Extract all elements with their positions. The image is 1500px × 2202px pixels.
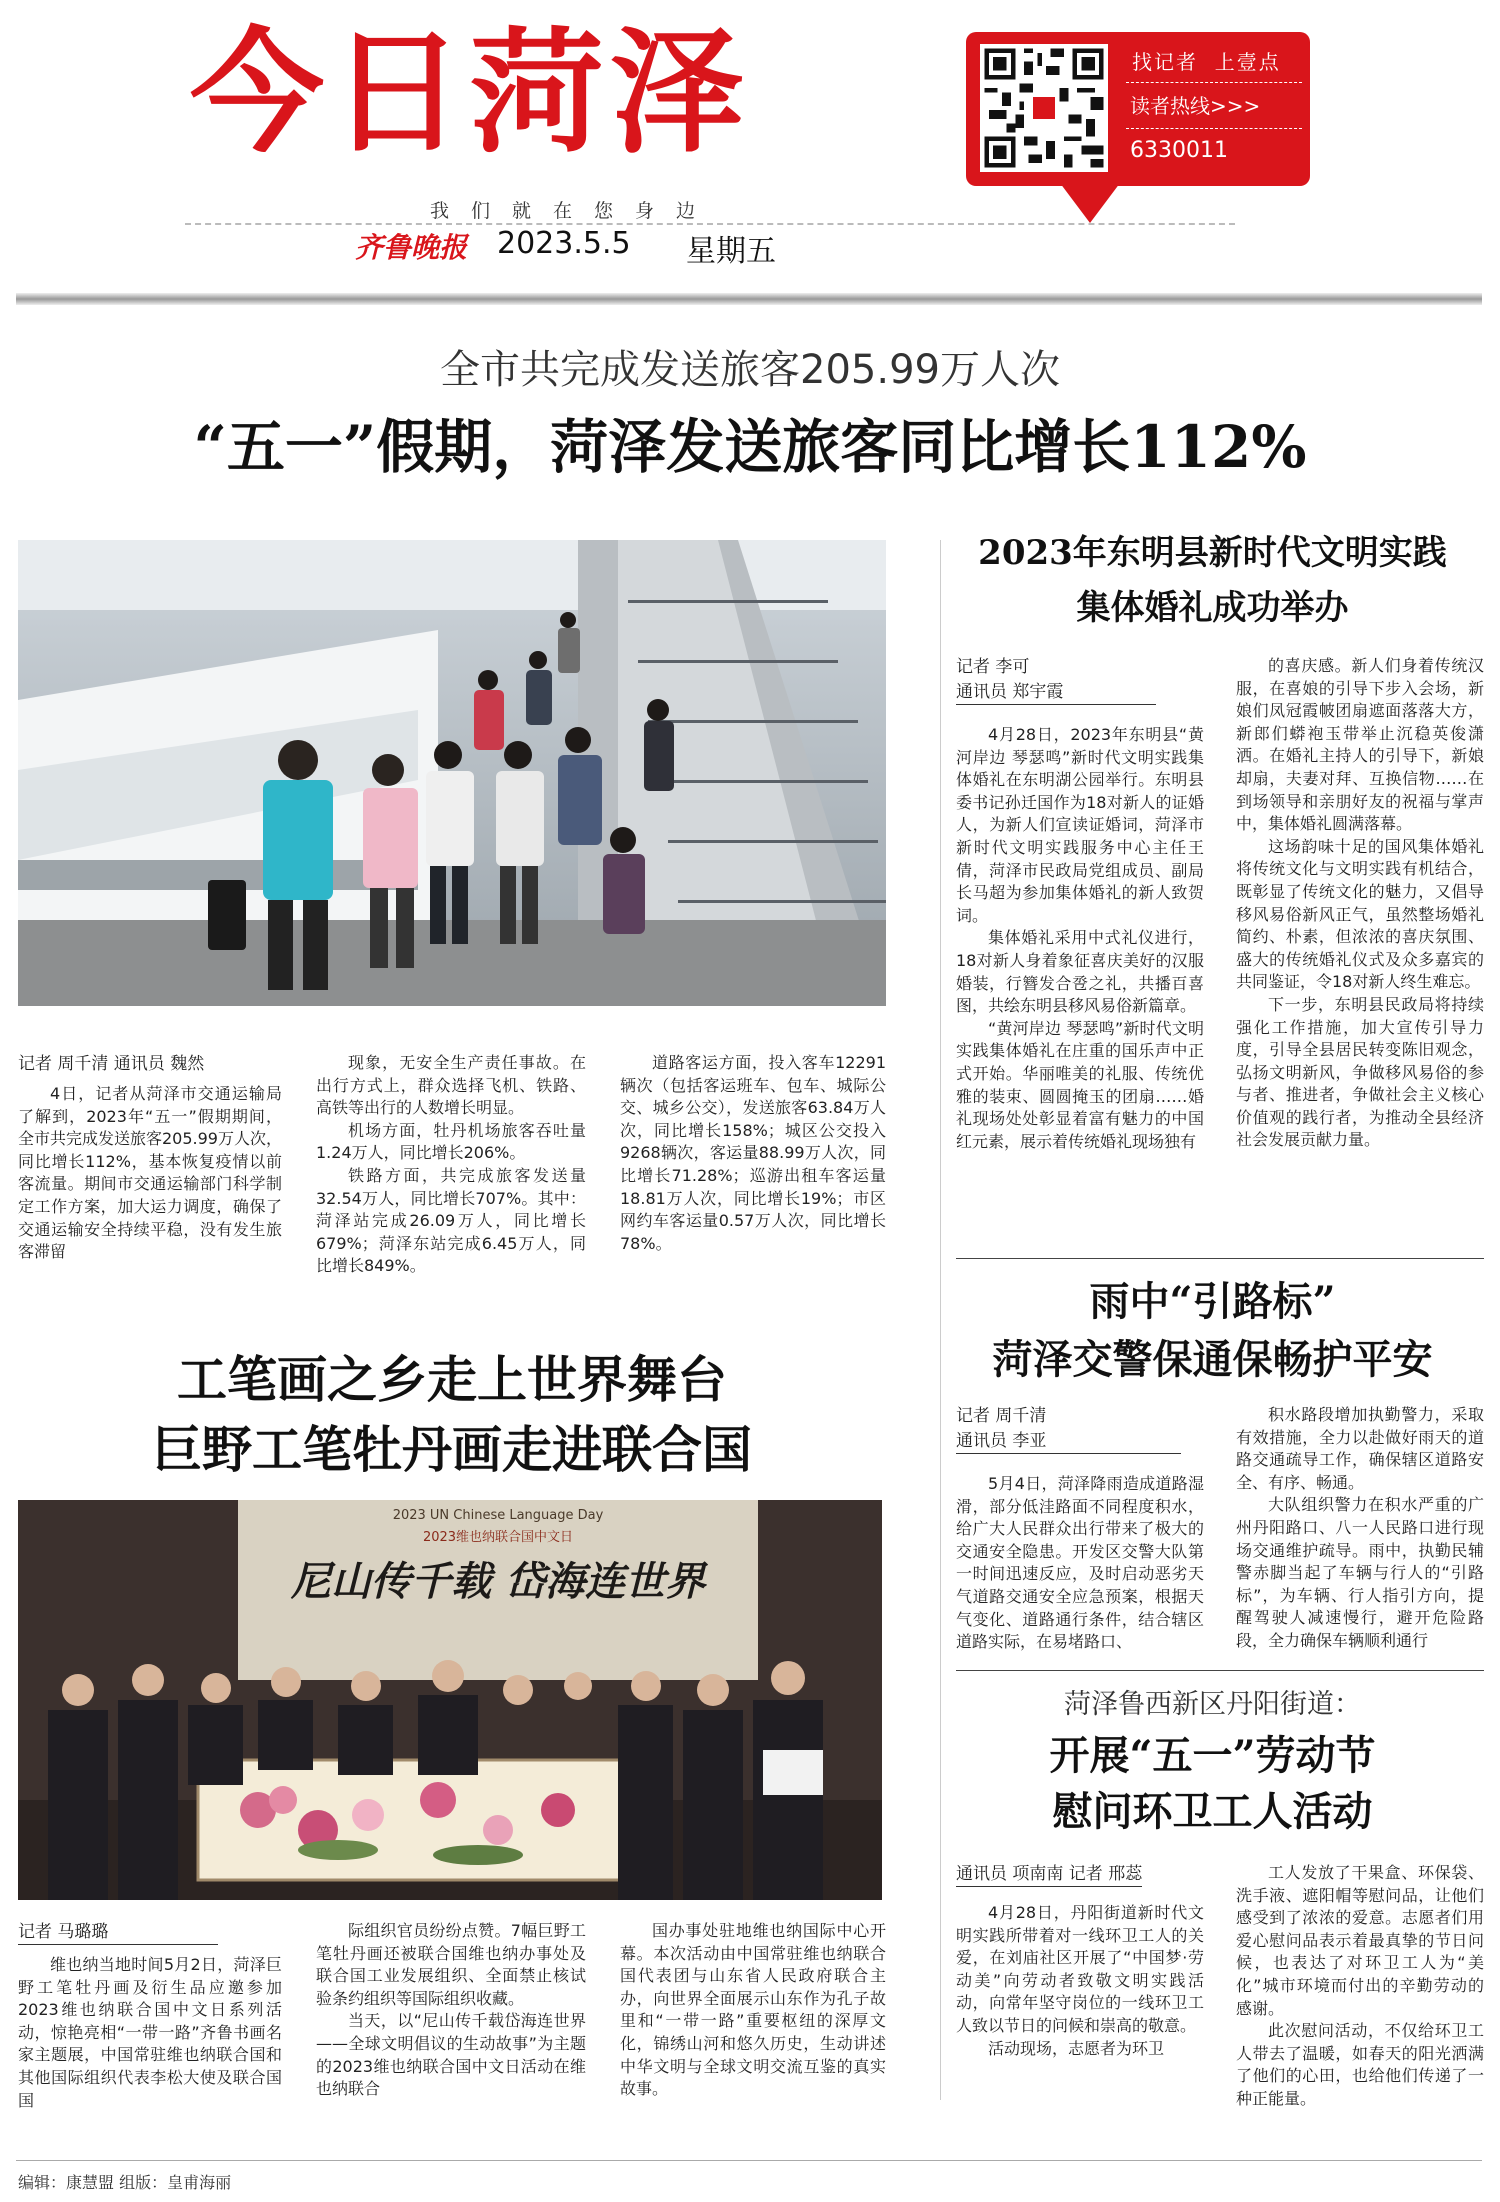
lead-byline: 记者 周千清 通讯员 魏然 xyxy=(18,1054,205,1074)
footer-rule xyxy=(16,2160,1482,2161)
masthead-divider xyxy=(185,223,1235,225)
lead-headline[interactable]: “五一”假期，菏泽发送旅客同比增长112% xyxy=(193,413,1307,481)
paragraph: 当天，以“尼山传千载岱海连世界——全球文明倡议的生动故事”为主题的2023维也纳联合国中文日活动在维也纳联合 xyxy=(316,2011,586,2099)
photo-calligraphy: 尼山传千载 岱海连世界 xyxy=(291,1558,705,1605)
paragraph: 4月28日，2023年东明县“黄河岸边 琴瑟鸣”新时代文明实践集体婚礼在东明湖公园举行。东明县委书记孙迁国作为18对新人的证婚人，为新人们宣读证婚词，菏泽市新时代文明实践服务中心主任王倩，菏泽市民政局党组成员、副局长马超为参加集体婚礼的新人致贺词。 xyxy=(956,725,1204,925)
traffic-byline-correspondent xyxy=(956,1429,1181,1454)
traffic-byline-reporter: 记者 周千清 xyxy=(956,1406,1047,1426)
paragraph: 工人发放了干果盒、环保袋、洗手液、遮阳帽等慰问品，让他们感受到了浓浓的爱意。志愿者们用爱心慰问品表示着最真挚的节日问候，也表达了对环卫工人为“美化”城市环境而付出的辛勤劳动的感谢。 xyxy=(1236,1863,1484,2018)
photo-banner-en: 2023 UN Chinese Language Day xyxy=(392,1508,604,1523)
hotline-box-tail xyxy=(1060,183,1120,223)
wedding-byline-correspondent-text: 通讯员 郑宇霞 xyxy=(956,680,1156,705)
photo-banner-cn: 2023维也纳联合国中文日 xyxy=(422,1530,574,1545)
hotline-divider xyxy=(1126,128,1302,129)
masthead-slogan: 我们就在您身边 xyxy=(430,200,718,222)
hotline-number[interactable]: 6330011 xyxy=(1130,138,1228,163)
sanitation-headline-1[interactable]: 开展“五一”劳动节 xyxy=(1049,1732,1376,1779)
paragraph: 下一步，东明县民政局将持续强化工作措施，加大宣传引导力度，引导全县居民转变陈旧观念，弘扬文明新风，争做移风易俗的参与者、推进者，争做社会主义核心价值观的践行者，为推动全县经济社会发展贡献力量。 xyxy=(1236,994,1484,1150)
paragraph: 集体婚礼采用中式礼仪进行，18对新人身着象征喜庆美好的汉服婚装，行簪发合卺之礼，共播百喜图，共绘东明县移风易俗新篇章。 xyxy=(956,928,1204,1016)
section-divider xyxy=(956,1670,1484,1671)
traffic-headline-2[interactable]: 菏泽交警保通保畅护平安 xyxy=(992,1336,1433,1383)
hotline-label: 读者热线>>> xyxy=(1130,94,1261,118)
sanitation-byline-text: 通讯员 项南南 记者 邢蕊 xyxy=(956,1862,1142,1887)
art-col-1 xyxy=(18,1954,282,2112)
paragraph: 这场韵味十足的国风集体婚礼将传统文化与文明实践有机结合，既彰显了传统文化的魅力，又倡导移风易俗新风正气，虽然整场婚礼简约、朴素，但浓浓的喜庆氛围、盛大的传统婚礼仪式及众多嘉宾的共同鉴证，令18对新人终生难忘。 xyxy=(1236,836,1484,992)
paragraph: 4日，记者从菏泽市交通运输局了解到，2023年“五一”假期期间，全市共完成发送旅客205.99万人次，同比增长112%，基本恢复疫情以前客流量。期间市交通运输部门科学制定工作方案，加大运力调度，确保了交通运输安全持续平稳，没有发生旅客滞留 xyxy=(18,1084,282,1262)
qr-code-icon[interactable] xyxy=(980,44,1108,172)
wedding-col-1 xyxy=(956,724,1204,1153)
sanitation-col-1 xyxy=(956,1902,1204,2060)
lead-col-2 xyxy=(316,1052,586,1278)
hotline-slogan: 找记者 上壹点 xyxy=(1132,50,1281,74)
paragraph: 此次慰问活动，不仅给环卫工人带去了温暖，如春天的阳光洒满了他们的心田，也给他们传递了一种正能量。 xyxy=(1236,2021,1484,2108)
section-divider xyxy=(956,1258,1484,1259)
art-headline-1[interactable]: 工笔画之乡走上世界舞台 xyxy=(177,1350,727,1409)
art-headline-2[interactable]: 巨野工笔牡丹画走进联合国 xyxy=(152,1420,752,1479)
lead-kicker: 全市共完成发送旅客205.99万人次 xyxy=(440,347,1060,393)
lead-col-1 xyxy=(18,1083,282,1264)
editor-credit: 编辑：康慧盟 组版：皇甫海丽 xyxy=(18,2173,232,2192)
wedding-headline-1[interactable]: 2023年东明县新时代文明实践 xyxy=(978,533,1447,573)
wedding-byline-reporter: 记者 李可 xyxy=(956,657,1030,677)
paragraph: 活动现场，志愿者为环卫 xyxy=(988,2038,1165,2058)
paragraph: 积水路段增加执勤警力，采取有效措施，全力以赴做好雨天的道路交通疏导工作，确保辖区道路安全、有序、畅通。 xyxy=(1236,1405,1484,1492)
paragraph: 现象，无安全生产责任事故。在出行方式上，群众选择飞机、铁路、高铁等出行的人数增长明显。 xyxy=(316,1053,586,1118)
page-top-bar xyxy=(16,293,1482,305)
traffic-byline-correspondent-text: 通讯员 李亚 xyxy=(956,1429,1181,1454)
art-byline-text: 记者 马璐璐 xyxy=(18,1920,218,1945)
paper-name: 齐鲁晚报 xyxy=(355,231,468,264)
traffic-col-1 xyxy=(956,1473,1204,1654)
paragraph: 维也纳当地时间5月2日，菏泽巨野工笔牡丹画及衍生品应邀参加2023维也纳联合国中文日系列活动，惊艳亮相“一带一路”齐鲁书画名家主题展，中国常驻维也纳联合国和其他国际组织代表李松大使及联合国国 xyxy=(18,1955,282,2110)
issue-weekday: 星期五 xyxy=(686,234,776,269)
masthead-title: 今日菏泽 xyxy=(190,15,751,171)
paragraph: 4月28日，丹阳街道新时代文明实践所带着对一线环卫工人的关爱，在刘庙社区开展了“中国梦·劳动美”向劳动者致敬文明实践活动，向常年坚守岗位的一线环卫工人致以节日的问候和崇高的敬意。 xyxy=(956,1903,1204,2035)
paragraph: 道路客运方面，投入客车12291辆次（包括客运班车、包车、城际公交、城乡公交），发送旅客63.84万人次，同比增长158%；城区公交投入9268辆次，客运量88.99万人次，同比增长71.28%；巡游出租车客运量18.81万人次，同比增长19%；市区网约车客运量0.57万人次，同比增长78%。 xyxy=(620,1053,886,1253)
paragraph: 铁路方面，共完成旅客发送量32.54万人，同比增长707%。其中：菏泽站完成26.09万人，同比增长679%；菏泽东站完成6.45万人，同比增长849%。 xyxy=(316,1165,586,1276)
hotline-divider xyxy=(1126,82,1302,83)
paragraph: 的喜庆感。新人们身着传统汉服，在喜娘的引导下步入会场，新娘们凤冠霞帔团扇遮面落落大方，新郎们蟒袍玉带举止沉稳英俊潇洒。在婚礼主持人的引导下，新娘却扇，夫妻对拜、互换信物……在到场领导和亲朋好友的祝福与掌声中，集体婚礼圆满落幕。 xyxy=(1236,656,1484,834)
traffic-headline-1[interactable]: 雨中“引路标” xyxy=(1089,1278,1336,1325)
paragraph: 机场方面，牡丹机场旅客吞吐量1.24万人，同比增长206%。 xyxy=(316,1120,586,1163)
paragraph: “黄河岸边 琴瑟鸣”新时代文明实践集体婚礼在庄重的国乐声中正式开始。华丽唯美的礼服、传统优雅的装束、圆圆掩玉的团扇……婚礼现场处处彰显着富有魅力的中国红元素，展示着传统婚礼现场独有 xyxy=(956,1018,1204,1151)
art-col-2 xyxy=(316,1920,586,2101)
wedding-byline-correspondent xyxy=(956,680,1156,705)
sanitation-headline-2[interactable]: 慰问环卫工人活动 xyxy=(1052,1788,1373,1835)
art-col-3 xyxy=(620,1920,886,2101)
sanitation-kicker: 菏泽鲁西新区丹阳街道： xyxy=(1064,1689,1361,1720)
paragraph: 大队组织警力在积水严重的广州丹阳路口、八一人民路口进行现场交通维护疏导。雨中，执勤民辅警赤脚当起了车辆与行人的“引路标”，为车辆、行人指引方向，提醒驾驶人减速慢行，避开危险路段，全力确保车辆顺利通行 xyxy=(1236,1495,1484,1650)
un-event-photo xyxy=(18,1500,882,1900)
sanitation-col-2 xyxy=(1236,1862,1484,2111)
wedding-col-2 xyxy=(1236,655,1484,1152)
paragraph: 5月4日，菏泽降雨造成道路湿滑，部分低洼路面不同程度积水，给广大人民群众出行带来了极大的交通安全隐患。开发区交警大队第一时间迅速反应，及时启动恶劣天气道路交通安全应急预案，根据天气变化、道路通行条件，结合辖区道路实际，在易堵路口、 xyxy=(956,1474,1204,1652)
lead-col-3 xyxy=(620,1052,886,1255)
wedding-headline-2[interactable]: 集体婚礼成功举办 xyxy=(1076,588,1349,628)
issue-date: 2023.5.5 xyxy=(497,226,631,261)
sanitation-byline xyxy=(956,1862,1142,1887)
paragraph: 国办事处驻地维也纳国际中心开幕。本次活动由中国常驻维也纳联合国代表团与山东省人民政府联合主办，向世界全面展示山东作为孔子故里和“一带一路”重要枢纽的深厚文化，锦绣山河和悠久历史，生动讲述中华文明与全球文明交流互鉴的真实故事。 xyxy=(620,1921,886,2099)
paragraph: 际组织官员纷纷点赞。7幅巨野工笔牡丹画还被联合国维也纳办事处及联合国工业发展组织、全面禁止核试验条约组织等国际组织收藏。 xyxy=(316,1921,586,2008)
art-byline xyxy=(18,1920,218,1945)
traffic-col-2 xyxy=(1236,1404,1484,1653)
station-photo xyxy=(18,540,886,1006)
